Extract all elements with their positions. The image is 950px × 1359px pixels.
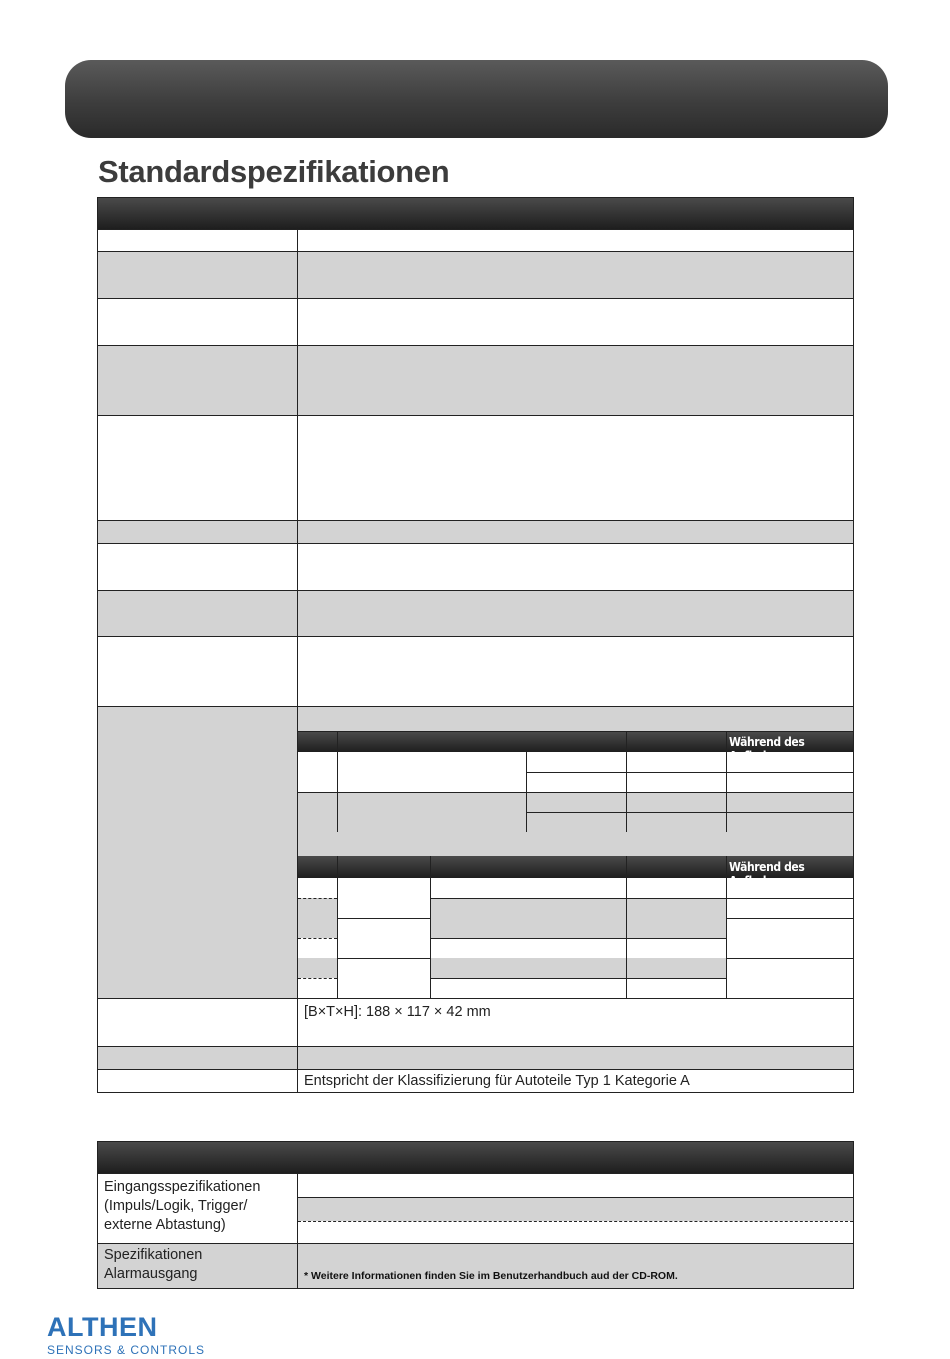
during-charging-label: Während des Aufladens bbox=[729, 735, 805, 763]
althen-logo bbox=[47, 1313, 205, 1357]
during-charging-label: Während des bbox=[729, 860, 805, 874]
table-row bbox=[98, 636, 853, 706]
header-banner bbox=[65, 60, 888, 138]
logo-text: ALTHEN bbox=[47, 1312, 158, 1342]
dimensions-row bbox=[98, 998, 853, 1046]
io-table bbox=[97, 1141, 854, 1289]
sub-header-row bbox=[298, 856, 853, 878]
table-row bbox=[98, 1046, 853, 1069]
power-spec-row bbox=[98, 706, 853, 998]
table-row bbox=[98, 251, 853, 298]
table-row bbox=[98, 415, 853, 520]
table-row bbox=[98, 543, 853, 590]
table-header-row bbox=[98, 1142, 853, 1173]
sub-header-row bbox=[298, 732, 853, 763]
table-header-row bbox=[98, 198, 853, 229]
table-row bbox=[98, 520, 853, 543]
logo-tagline: SENSORS & CONTROLS bbox=[47, 1343, 206, 1357]
input-spec-row bbox=[98, 1173, 853, 1243]
manual-note: * Weitere Informationen finden Sie im Benutzerhandbuch aud der CD-ROM. bbox=[304, 1270, 678, 1282]
alarm-spec-row bbox=[98, 1243, 853, 1288]
table-row bbox=[98, 229, 853, 251]
table-row bbox=[98, 345, 853, 415]
vibration-value: Entspricht der Klassifizierung für Autoteile Typ 1 Kategorie A bbox=[304, 1073, 690, 1089]
input-spec-label: Eingangsspezifikationen (Impuls/Logik, Trigger/ externe Abtastung) bbox=[104, 1179, 261, 1233]
table-row bbox=[98, 298, 853, 345]
sub-caption-bar bbox=[298, 707, 853, 732]
page-title: Standardspezifikationen bbox=[98, 154, 450, 189]
sub-caption-bar bbox=[298, 832, 853, 856]
vibration-row bbox=[98, 1069, 853, 1092]
dimensions-value: [B×T×H]: 188 × 117 × 42 mm bbox=[304, 1004, 491, 1020]
alarm-spec-label: Spezifikationen Alarmausgang bbox=[104, 1247, 203, 1282]
spec-table bbox=[97, 197, 854, 1093]
table-row bbox=[98, 590, 853, 636]
